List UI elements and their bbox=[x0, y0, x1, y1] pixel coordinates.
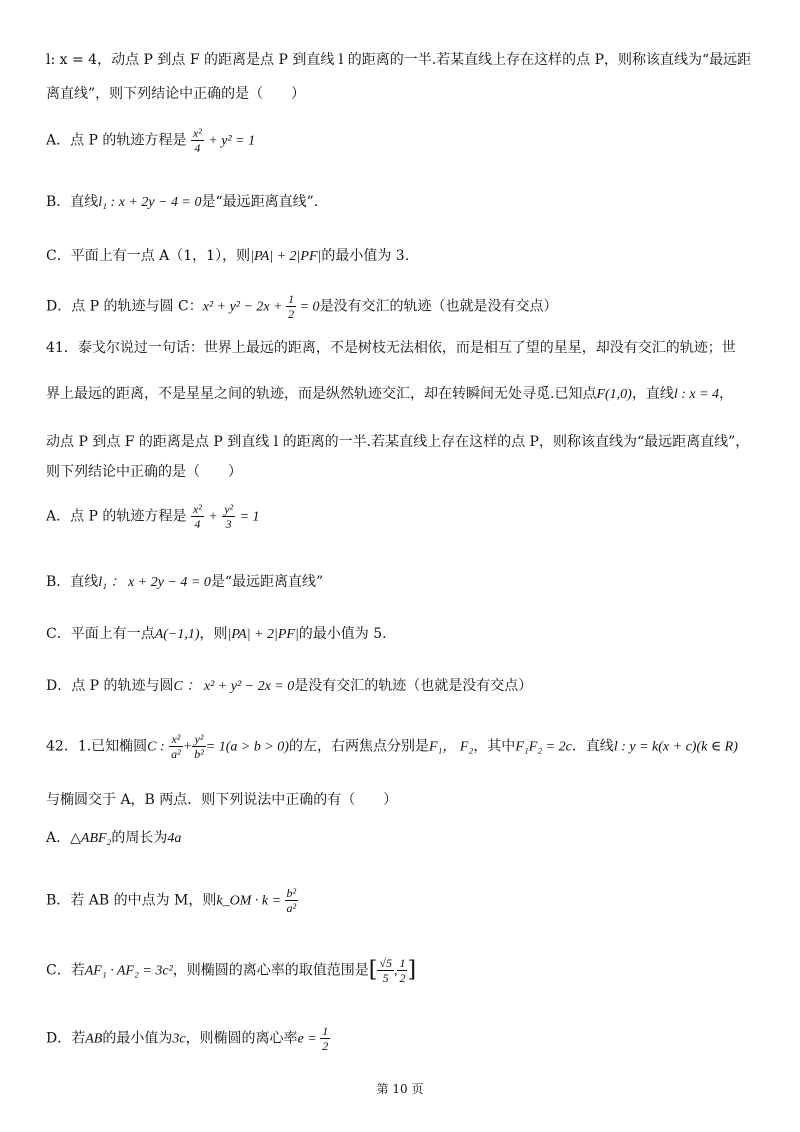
math: 3c bbox=[172, 1031, 186, 1047]
math: + y² = 1 bbox=[208, 133, 256, 149]
question-41-line: 则下列结论中正确的是（ ） bbox=[46, 464, 242, 480]
text-line: l: x = 4，动点 P 到点 F 的距离是点 P 到直线 l 的距离的一半.若某直线上存在这样的点 P，则称该直线为“最远距 bbox=[46, 52, 752, 68]
option-label: C．平面上有一点 A（1，1），则 bbox=[46, 248, 251, 264]
math: F(1,0) bbox=[596, 387, 632, 402]
text: 的左，右两焦点分别是 bbox=[288, 738, 429, 755]
text: ．直线 bbox=[571, 738, 614, 755]
text: ， bbox=[719, 386, 734, 402]
math: △ABF₂ bbox=[70, 831, 112, 846]
text: 42．1.已知椭圆 bbox=[46, 738, 148, 755]
math: l : x = 4 bbox=[673, 387, 720, 402]
option-label: B．直线 bbox=[46, 574, 99, 590]
option-label: A．点 P 的轨迹方程是 bbox=[46, 508, 187, 525]
fraction: $\frac{\text{y²}}{\text{b²}}$ bbox=[194, 732, 204, 761]
page-number: 第 10 页 bbox=[376, 1082, 424, 1096]
text: 的周长为 bbox=[111, 830, 168, 846]
question-42-line: 与椭圆交于 A，B 两点．则下列说法中正确的有（ ） bbox=[46, 792, 398, 808]
text: 是“最远距离直线” bbox=[210, 574, 324, 590]
option-41-d bbox=[46, 676, 532, 697]
math: F₁， F₂ bbox=[428, 739, 474, 755]
option-label: B．若 AB 的中点为 M，则 bbox=[46, 892, 217, 909]
option-label: B．直线 bbox=[46, 194, 99, 210]
option-label: A． bbox=[46, 830, 71, 846]
math: = 1 bbox=[239, 509, 260, 525]
option-41-b bbox=[46, 572, 323, 593]
option-label: D．若 bbox=[46, 1030, 86, 1047]
option-label: C．若 bbox=[46, 962, 85, 979]
fraction: $\frac{1}{2}$ bbox=[322, 1024, 329, 1053]
math: AB bbox=[85, 1031, 103, 1047]
option-label: C．平面上有一点 bbox=[46, 626, 155, 642]
fraction: $\frac{\text{b²}}{\text{a²}}$ bbox=[286, 886, 297, 915]
math: A(−1,1) bbox=[154, 627, 200, 642]
math: 4a bbox=[167, 831, 182, 846]
fraction: $\frac{1}{2}$ bbox=[288, 292, 295, 321]
math: C : bbox=[147, 739, 165, 755]
question-42-line bbox=[46, 732, 738, 761]
option-label: D．点 P 的轨迹与圆 C： bbox=[46, 298, 203, 315]
math: e = bbox=[297, 1031, 321, 1047]
math: AF₁ · AF₂ = 3c² bbox=[84, 963, 173, 979]
math: l₁ : x + 2y − 4 = 0 bbox=[98, 195, 202, 210]
text: ，则 bbox=[199, 626, 228, 642]
option-42-d bbox=[46, 1024, 330, 1053]
math: C ： x² + y² − 2x = 0 bbox=[173, 679, 295, 694]
math: , bbox=[393, 963, 398, 979]
fraction: $\frac{\text{x²}}{4}$ bbox=[192, 502, 202, 531]
text: 是没有交汇的轨迹（也就是没有交点） bbox=[319, 298, 558, 315]
option-40-b bbox=[46, 192, 328, 213]
text: 的最小值为 bbox=[102, 1030, 173, 1047]
text: ，直线 bbox=[631, 386, 674, 402]
text-line: 离直线”，则下列结论中正确的是（ ） bbox=[46, 86, 306, 102]
text: 是没有交汇的轨迹（也就是没有交点） bbox=[294, 678, 533, 694]
text: ，则椭圆的离心率 bbox=[185, 1030, 298, 1047]
option-label: A．点 P 的轨迹方程是 bbox=[46, 132, 187, 149]
math: k_OM · k = bbox=[216, 893, 285, 909]
text: 的最小值为 3. bbox=[321, 248, 410, 264]
option-40-d bbox=[46, 292, 558, 321]
text: ，则椭圆的离心率的取值范围是 bbox=[172, 962, 369, 979]
math: + bbox=[208, 509, 218, 525]
fraction: $\frac{\text{y²}}{3}$ bbox=[224, 502, 234, 531]
fraction: $\frac{\text{x²}}{4}$ bbox=[192, 126, 202, 155]
option-40-a bbox=[46, 126, 255, 155]
bracket-right: ] bbox=[407, 957, 417, 983]
fraction: $\frac{√5}{5}$ bbox=[379, 956, 392, 985]
math: l₁ ： x + 2y − 4 = 0 bbox=[98, 575, 211, 590]
math: = 0 bbox=[296, 299, 320, 315]
option-42-a bbox=[46, 828, 181, 849]
option-40-c bbox=[46, 246, 409, 267]
option-41-a bbox=[46, 502, 260, 531]
question-41-line: 动点 P 到点 F 的距离是点 P 到直线 l 的距离的一半.若某直线上存在这样的点 P，则称该直线为“最远距离直线”， bbox=[46, 434, 750, 450]
option-42-b bbox=[46, 886, 298, 915]
math: |PA| + 2|PF| bbox=[250, 249, 322, 264]
question-41-line bbox=[46, 384, 733, 405]
text: 的最小值为 5. bbox=[298, 626, 387, 642]
option-41-c bbox=[46, 624, 387, 645]
text: 是“最远距离直线”． bbox=[201, 194, 328, 210]
math: l : y = k(x + c)(k ∈ R) bbox=[613, 739, 738, 755]
bracket-left: [ bbox=[368, 957, 378, 983]
question-41-line: 41．泰戈尔说过一句话：世界上最远的距离，不是树枝无法相依，而是相互了望的星星，却没有交汇的轨迹；世 bbox=[46, 340, 736, 356]
math: + bbox=[182, 739, 193, 755]
math: F₁F₂ = 2c bbox=[515, 739, 572, 755]
text: 界上最远的距离，不是星星之间的轨迹，而是纵然轨迹交汇，却在转瞬间无处寻觅.已知点 bbox=[46, 386, 597, 402]
option-42-c bbox=[46, 956, 416, 985]
fraction: $\frac{1}{2}$ bbox=[399, 956, 406, 985]
fraction: $\frac{\text{x²}}{\text{a²}}$ bbox=[171, 732, 181, 761]
math: = 1(a > b > 0) bbox=[205, 739, 289, 755]
math: |PA| + 2|PF| bbox=[227, 627, 299, 642]
math: x² + y² − 2x + bbox=[202, 299, 287, 315]
text: ，其中 bbox=[473, 738, 516, 755]
option-label: D．点 P 的轨迹与圆 bbox=[46, 678, 174, 694]
